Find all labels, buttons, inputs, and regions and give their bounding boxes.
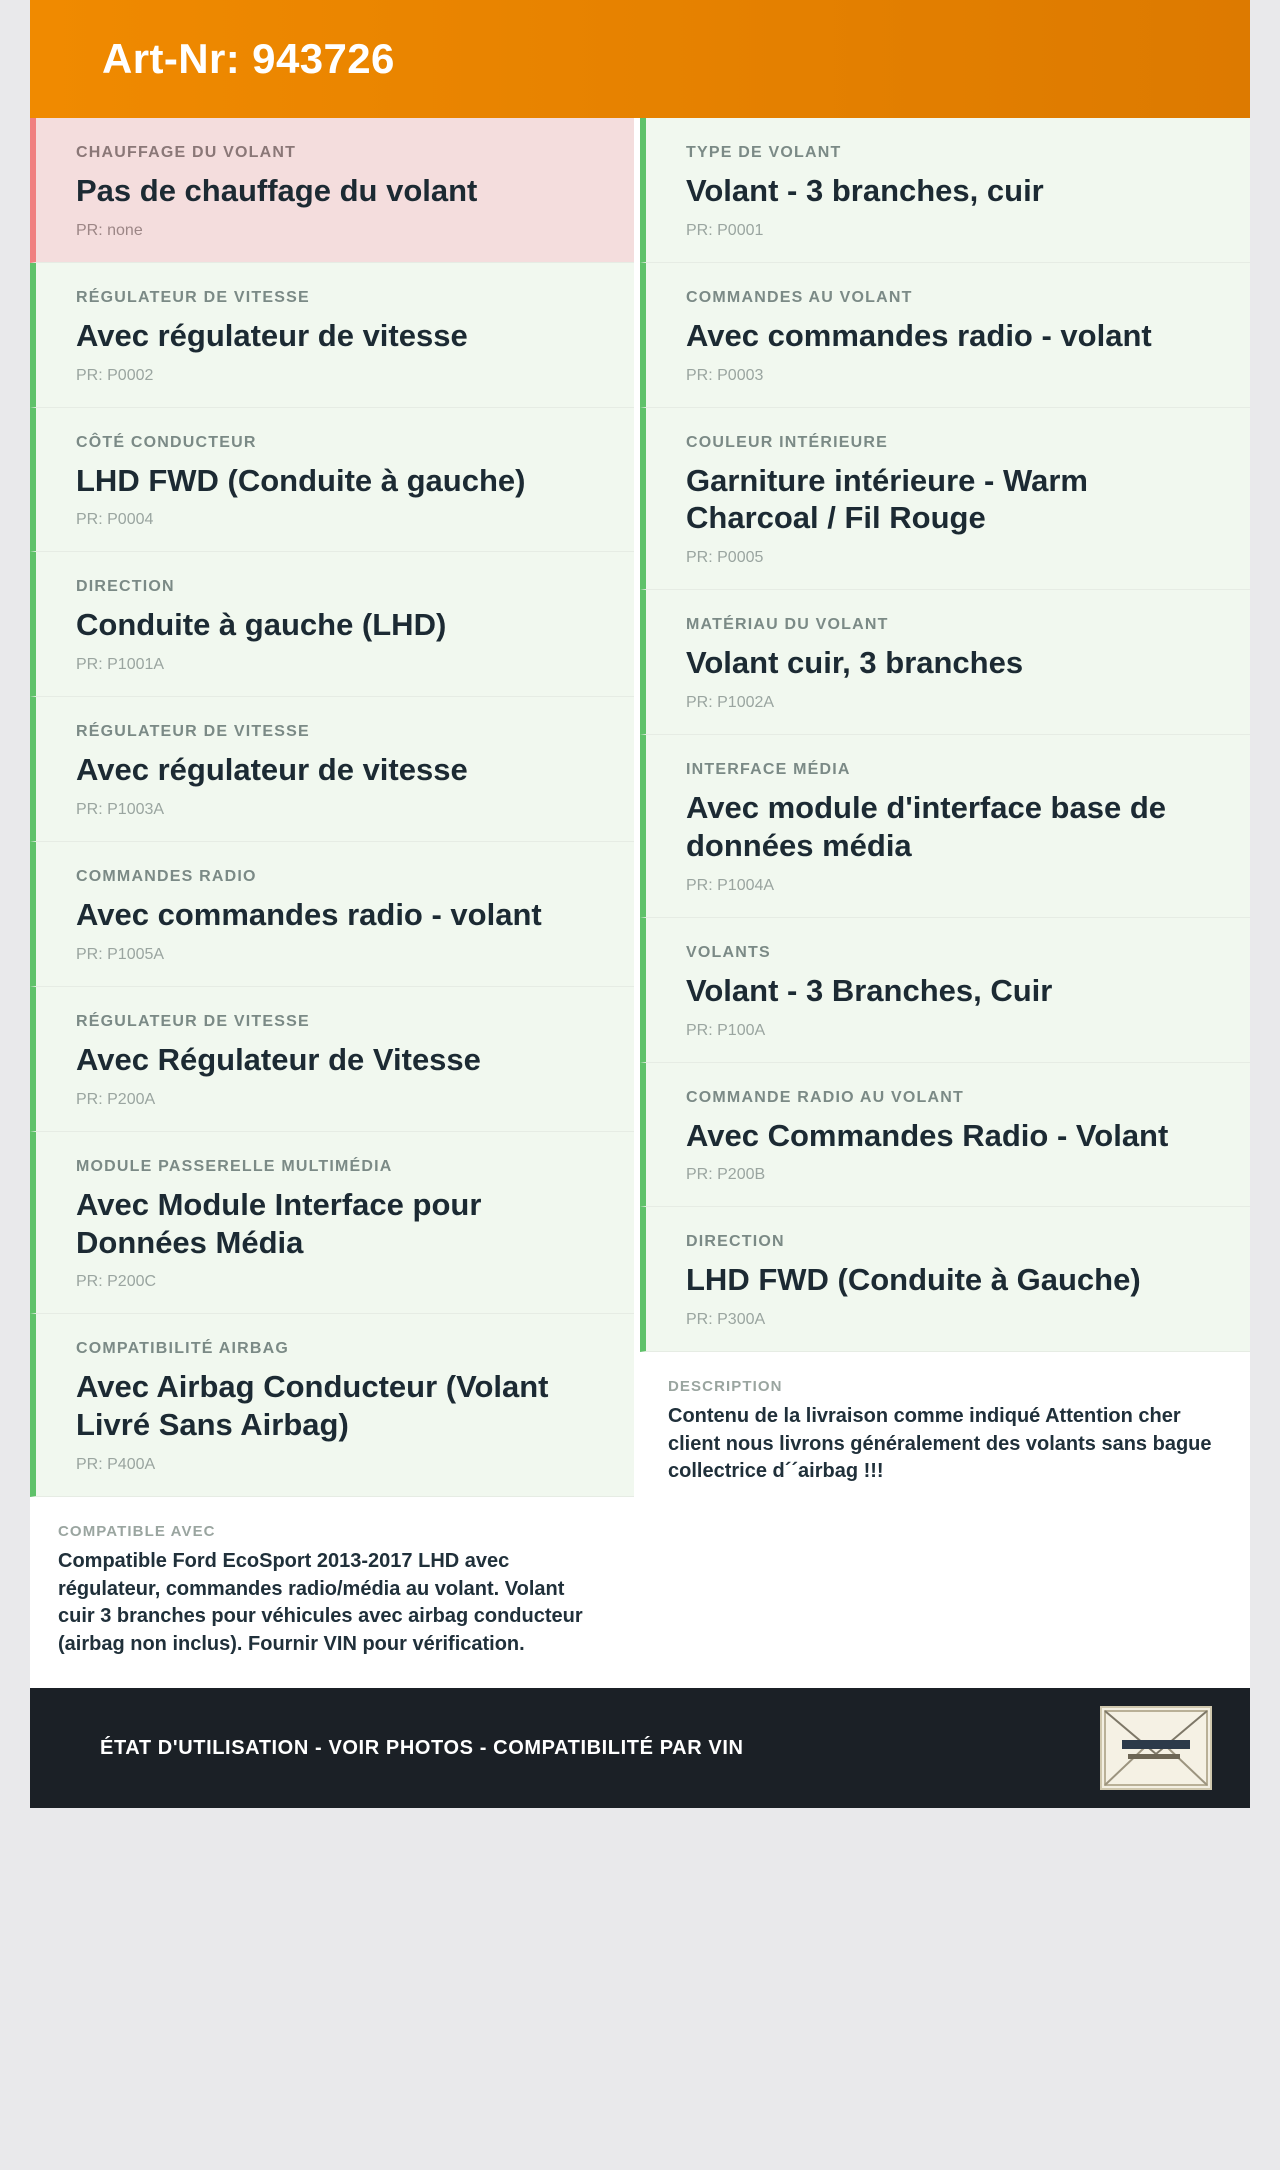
listing-sheet [30, 0, 1250, 1808]
spec-card [30, 263, 634, 408]
spec-value: Volant - 3 branches, cuir [686, 173, 1044, 208]
spec-card [640, 918, 1250, 1063]
spec-pr-code: PR: P1002A [686, 694, 775, 712]
spec-card [30, 1314, 634, 1497]
spec-card [640, 1063, 1250, 1208]
footer-note: ÉTAT D'UTILISATION - VOIR PHOTOS - COMPATIBILITÉ PAR VIN [100, 1736, 744, 1759]
spec-card [640, 263, 1250, 408]
spec-value: Volant - 3 Branches, Cuir [686, 972, 1053, 1008]
spec-value: Avec commandes radio - volant [686, 317, 1152, 353]
spec-label: DIRECTION [686, 1233, 785, 1251]
compatibility-label: COMPATIBLE AVEC [58, 1522, 216, 1540]
spec-pr-code: PR: P300A [686, 1311, 766, 1329]
spec-pr-code: PR: P200B [686, 1166, 766, 1184]
spec-card [640, 590, 1250, 735]
spec-pr-code: PR: P0004 [76, 511, 154, 529]
spec-card [30, 552, 634, 697]
spec-value: LHD FWD (Conduite à Gauche) [686, 1262, 1141, 1298]
spec-card [30, 408, 634, 553]
spec-pr-code: PR: P1005A [76, 945, 165, 963]
description-text: Contenu de la livraison comme indiqué Attention cher client nous livrons généralement des volants sans bague collectrice d´´airbag !!! [668, 1405, 1212, 1483]
spec-pr-code: PR: none [76, 221, 143, 239]
spec-value: Avec Commandes Radio - Volant [686, 1117, 1169, 1153]
spec-grid [30, 118, 1250, 1688]
spec-pr-code: PR: P0001 [686, 221, 764, 239]
spec-label: CÔTÉ CONDUCTEUR [76, 433, 257, 451]
spec-value: Avec régulateur de vitesse [76, 752, 468, 788]
spec-pr-code: PR: P1003A [76, 801, 165, 819]
spec-pr-code: PR: P200C [76, 1273, 157, 1291]
spec-card [640, 408, 1250, 591]
spec-value: Garniture intérieure - Warm Charcoal / Fil Rouge [686, 462, 1088, 536]
spec-value: Volant cuir, 3 branches [686, 645, 1024, 681]
spec-label: RÉGULATEUR DE VITESSE [76, 723, 310, 741]
spec-pr-code: PR: P0005 [686, 549, 764, 567]
spec-value: Avec Régulateur de Vitesse [76, 1041, 481, 1077]
spec-label: MODULE PASSERELLE MULTIMÉDIA [76, 1157, 393, 1175]
description-label: DESCRIPTION [668, 1378, 783, 1396]
spec-value: Avec Airbag Conducteur (Volant Livré Sans Airbag) [76, 1369, 549, 1443]
footer-bar [30, 1688, 1250, 1808]
spec-pr-code: PR: P100A [686, 1021, 766, 1039]
compatibility-text: Compatible Ford EcoSport 2013-2017 LHD avec régulateur, commandes radio/média au volant. Volant cuir 3 branches pour véhicules avec airbag conducteur (airbag non inclus). Fournir VIN pour vérification. [58, 1549, 583, 1655]
spec-value: Pas de chauffage du volant [76, 173, 478, 208]
spec-pr-code: PR: P200A [76, 1090, 156, 1108]
spec-label: VOLANTS [686, 943, 771, 961]
spec-value: LHD FWD (Conduite à gauche) [76, 462, 526, 498]
spec-card [30, 1132, 634, 1315]
spec-card [30, 118, 634, 263]
spec-card [640, 735, 1250, 918]
spec-card [640, 118, 1250, 263]
envelope-icon [1100, 1706, 1212, 1790]
spec-label: RÉGULATEUR DE VITESSE [76, 1012, 310, 1030]
spec-label: INTERFACE MÉDIA [686, 761, 851, 779]
spec-label: TYPE DE VOLANT [686, 144, 842, 161]
header-bar [30, 0, 1250, 118]
description-block [640, 1352, 1250, 1516]
spec-pr-code: PR: P0002 [76, 366, 154, 384]
spec-label: COMMANDES AU VOLANT [686, 288, 913, 306]
spec-value: Avec commandes radio - volant [76, 897, 542, 933]
spec-label: COMMANDE RADIO AU VOLANT [686, 1088, 964, 1106]
spec-label: COMPATIBILITÉ AIRBAG [76, 1340, 290, 1358]
spec-value: Avec régulateur de vitesse [76, 317, 468, 353]
spec-label: COMMANDES RADIO [76, 868, 257, 886]
spec-label: MATÉRIAU DU VOLANT [686, 616, 889, 634]
spec-card [640, 1207, 1250, 1352]
spec-value: Conduite à gauche (LHD) [76, 607, 447, 643]
compatibility-block [30, 1497, 634, 1688]
spec-pr-code: PR: P1004A [686, 876, 775, 894]
spec-label: RÉGULATEUR DE VITESSE [76, 288, 310, 306]
spec-pr-code: PR: P1001A [76, 656, 165, 674]
spec-card [30, 842, 634, 987]
page-title: Art-Nr: 943726 [102, 35, 395, 82]
spec-column-left [30, 118, 640, 1688]
spec-value: Avec Module Interface pour Données Média [76, 1186, 482, 1260]
spec-card [30, 697, 634, 842]
spec-pr-code: PR: P400A [76, 1455, 156, 1473]
spec-label: COULEUR INTÉRIEURE [686, 433, 889, 451]
spec-pr-code: PR: P0003 [686, 366, 764, 384]
spec-value: Avec module d'interface base de données média [686, 790, 1167, 863]
spec-column-right [640, 118, 1250, 1516]
spec-label: CHAUFFAGE DU VOLANT [76, 144, 297, 161]
spec-card [30, 987, 634, 1132]
spec-label: DIRECTION [76, 578, 175, 596]
